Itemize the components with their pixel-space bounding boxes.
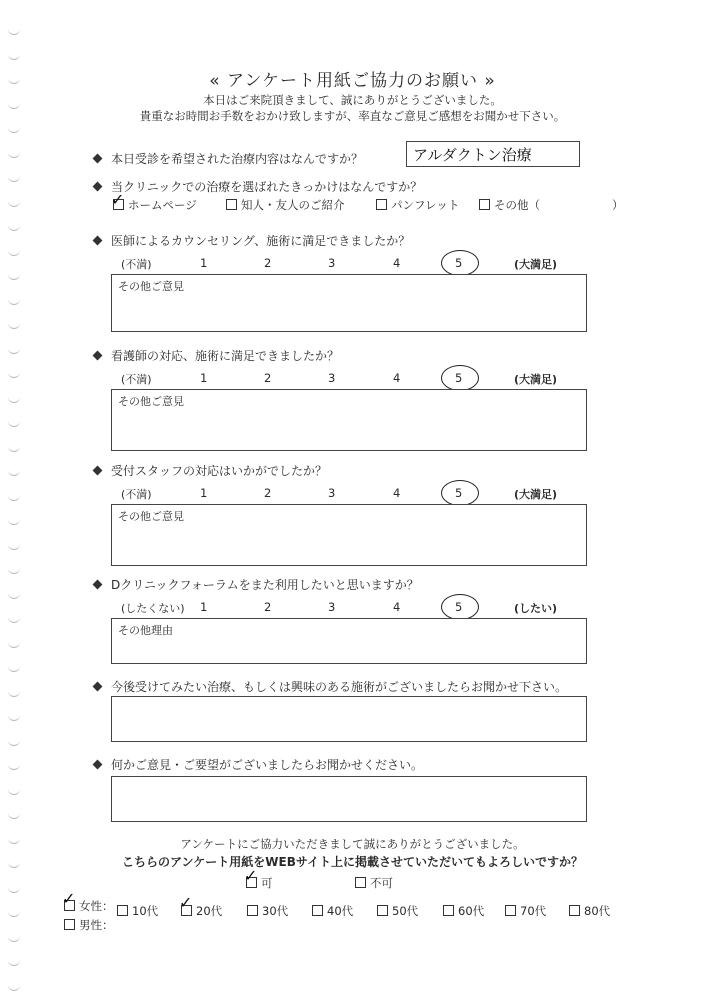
question-4-comment-field[interactable] [111,389,587,451]
intro-line-1: 本日はご来院頂きまして、誠にありがとうございました。 [203,93,502,107]
binder-hole [8,665,20,672]
binder-hole [8,28,20,35]
age-option-label: 10代 [132,904,159,918]
question-7 [94,678,567,695]
age-option-label: 70代 [520,904,547,918]
page-title: « アンケート用紙ご協力のお願い » [209,71,496,91]
question-4-selected-circle [441,365,479,391]
question-4-text: 看護師の対応、施術に満足できましたか？ [111,349,340,363]
binder-hole [8,371,20,378]
question-3-rating-5[interactable]: 5 [455,256,463,270]
question-4-rating-3[interactable]: 3 [328,371,336,385]
option-other-close-paren: ） [612,198,624,212]
binder-hole [8,469,20,476]
binder-hole [8,224,20,231]
age-checkbox[interactable] [569,905,580,916]
question-2-text: 当クリニックでの治療を選ばれたきっかけはなんですか？ [111,180,423,194]
age-option-3[interactable] [247,903,288,919]
closing-thanks: アンケートにご協力いただきまして誠にありがとうございました。 [180,837,525,851]
question-8 [94,756,423,773]
checkmark-icon: ✓ [62,889,76,908]
binder-hole [8,322,20,329]
diamond-bullet-icon [93,466,103,476]
treatment-answer-handwriting: アルダクトン治療 [413,146,532,164]
checkbox-other[interactable] [479,199,490,210]
gender-male[interactable] [64,917,114,933]
option-pamphlet[interactable] [376,197,459,213]
option-referral-label: 知人・友人のご紹介 [241,198,345,212]
binder-hole [8,959,20,966]
age-checkbox[interactable] [443,905,454,916]
binder-hole [8,690,20,697]
binder-hole [8,910,20,917]
age-option-5[interactable] [377,903,418,919]
checkbox-male[interactable] [64,919,75,930]
age-option-label: 20代 [196,904,223,918]
binder-hole [8,298,20,305]
option-pamphlet-label: パンフレット [391,198,460,212]
binder-hole [8,543,20,550]
age-checkbox[interactable] [505,905,516,916]
publish-permission-question: こちらのアンケート用紙をWEBサイト上に掲載させていただいてもよろしいですか？ [121,855,584,869]
question-6-rating-3[interactable]: 3 [328,600,336,614]
question-5-rating-4[interactable]: 4 [393,486,401,500]
question-3-comment-label: その他ご意見 [118,280,184,293]
question-6-high-label: (したい) [514,602,558,615]
feedback-field[interactable] [111,776,587,822]
question-4-rating-1[interactable]: 1 [200,371,208,385]
binder-hole [8,739,20,746]
checkbox-referral[interactable] [226,199,237,210]
binder-hole [8,53,20,60]
binder-hole [8,935,20,942]
question-6-comment-label: その他理由 [118,624,173,637]
diamond-bullet-icon [93,760,103,770]
question-3-high-label: (大満足) [514,258,558,271]
question-5-text: 受付スタッフの対応はいかがでしたか？ [111,464,328,478]
option-other[interactable] [479,197,540,213]
option-other-label: その他（ [494,198,540,212]
question-5-comment-label: その他ご意見 [118,510,184,523]
question-4-rating-2[interactable]: 2 [264,371,272,385]
binder-hole [8,763,20,770]
permission-deny-label: 不可 [370,876,393,890]
question-6-low-label: (したくない) [121,602,185,615]
question-3-rating-4[interactable]: 4 [393,256,401,270]
question-5-high-label: (大満足) [514,488,558,501]
binder-hole [8,616,20,623]
question-3 [94,232,410,249]
question-5-rating-3[interactable]: 3 [328,486,336,500]
option-homepage-label: ホームページ [128,198,197,212]
question-4-rating-4[interactable]: 4 [393,371,401,385]
permission-deny[interactable] [355,875,393,891]
question-4 [94,347,339,364]
question-3-rating-1[interactable]: 1 [200,256,208,270]
question-5-selected-circle [441,480,479,506]
binder-hole [8,126,20,133]
binder-hole [8,567,20,574]
question-6-rating-4[interactable]: 4 [393,600,401,614]
checkmark-icon: ✓ [179,893,193,912]
permission-allow-label: 可 [261,876,273,890]
binder-hole [8,518,20,525]
question-6-rating-2[interactable]: 2 [264,600,272,614]
age-checkbox[interactable] [247,905,258,916]
question-5-rating-1[interactable]: 1 [200,486,208,500]
gender-female-label: 女性： [79,899,114,913]
question-5-rating-2[interactable]: 2 [264,486,272,500]
question-5-rating-5[interactable]: 5 [455,486,463,500]
binder-hole [8,200,20,207]
binder-hole [8,788,20,795]
age-checkbox[interactable] [377,905,388,916]
question-5 [94,462,327,479]
question-3-comment-field[interactable] [111,274,587,332]
binder-hole [8,445,20,452]
age-option-7[interactable] [505,903,546,919]
diamond-bullet-icon [93,182,103,192]
age-option-label: 40代 [327,904,354,918]
question-6-rating-1[interactable]: 1 [200,600,208,614]
question-4-rating-5[interactable]: 5 [455,371,463,385]
binder-hole [8,420,20,427]
binder-hole [8,812,20,819]
binder-hole [8,592,20,599]
age-option-1[interactable] [117,903,158,919]
question-6-selected-circle [441,594,479,620]
question-4-comment-label: その他ご意見 [118,395,184,408]
age-option-label: 60代 [458,904,485,918]
question-6-text: Dクリニックフォーラムをまた利用したいと思いますか？ [111,578,419,592]
question-3-low-label: (不満) [121,258,152,271]
age-option-label: 80代 [584,904,611,918]
age-checkbox[interactable] [312,905,323,916]
option-homepage[interactable] [113,197,197,213]
diamond-bullet-icon [93,351,103,361]
gender-male-label: 男性： [79,918,114,932]
age-option-8[interactable] [569,903,610,919]
checkmark-icon: ✓ [244,866,258,885]
question-4-high-label: (大満足) [514,373,558,386]
diamond-bullet-icon [93,236,103,246]
question-6-rating-5[interactable]: 5 [455,600,463,614]
binder-hole [8,347,20,354]
binder-hole [8,396,20,403]
question-4-low-label: (不満) [121,373,152,386]
binder-hole [8,175,20,182]
diamond-bullet-icon [93,154,103,164]
age-option-6[interactable] [443,903,484,919]
question-3-rating-2[interactable]: 2 [264,256,272,270]
question-3-selected-circle [441,250,479,276]
question-1 [94,150,363,167]
checkmark-icon: ✓ [111,190,125,209]
question-6 [94,576,419,593]
binder-hole [8,151,20,158]
binder-hole [8,494,20,501]
binder-hole [8,886,20,893]
diamond-bullet-icon [93,682,103,692]
question-3-rating-3[interactable]: 3 [328,256,336,270]
question-6-comment-field[interactable] [111,618,587,664]
age-option-label: 50代 [392,904,419,918]
question-7-text: 今後受けてみたい治療、もしくは興味のある施術がございましたらお聞かせ下さい。 [111,680,568,694]
binder-hole [8,984,20,991]
intro-line-2: 貴重なお時間お手数をおかけ致しますが、率直なご意見ご感想をお聞かせ下さい。 [139,109,566,123]
checkbox-pamphlet[interactable] [376,199,387,210]
age-option-4[interactable] [312,903,353,919]
question-5-comment-field[interactable] [111,504,587,566]
age-checkbox[interactable] [117,905,128,916]
option-referral[interactable] [226,197,345,213]
binder-hole [8,249,20,256]
treatment-answer-field[interactable] [406,141,580,167]
question-1-text: 本日受診を希望された治療内容はなんですか？ [111,152,364,166]
binder-hole [8,714,20,721]
binder-hole [8,641,20,648]
question-8-text: 何かご意見・ご要望がございましたらお聞かせください。 [111,758,424,772]
age-option-label: 30代 [262,904,289,918]
binder-hole [8,273,20,280]
question-2 [94,178,422,195]
diamond-bullet-icon [93,580,103,590]
desired-treatment-field[interactable] [111,696,587,742]
checkbox-deny[interactable] [355,877,366,888]
question-5-low-label: (不満) [121,488,152,501]
question-3-text: 医師によるカウンセリング、施術に満足できましたか？ [111,234,411,248]
